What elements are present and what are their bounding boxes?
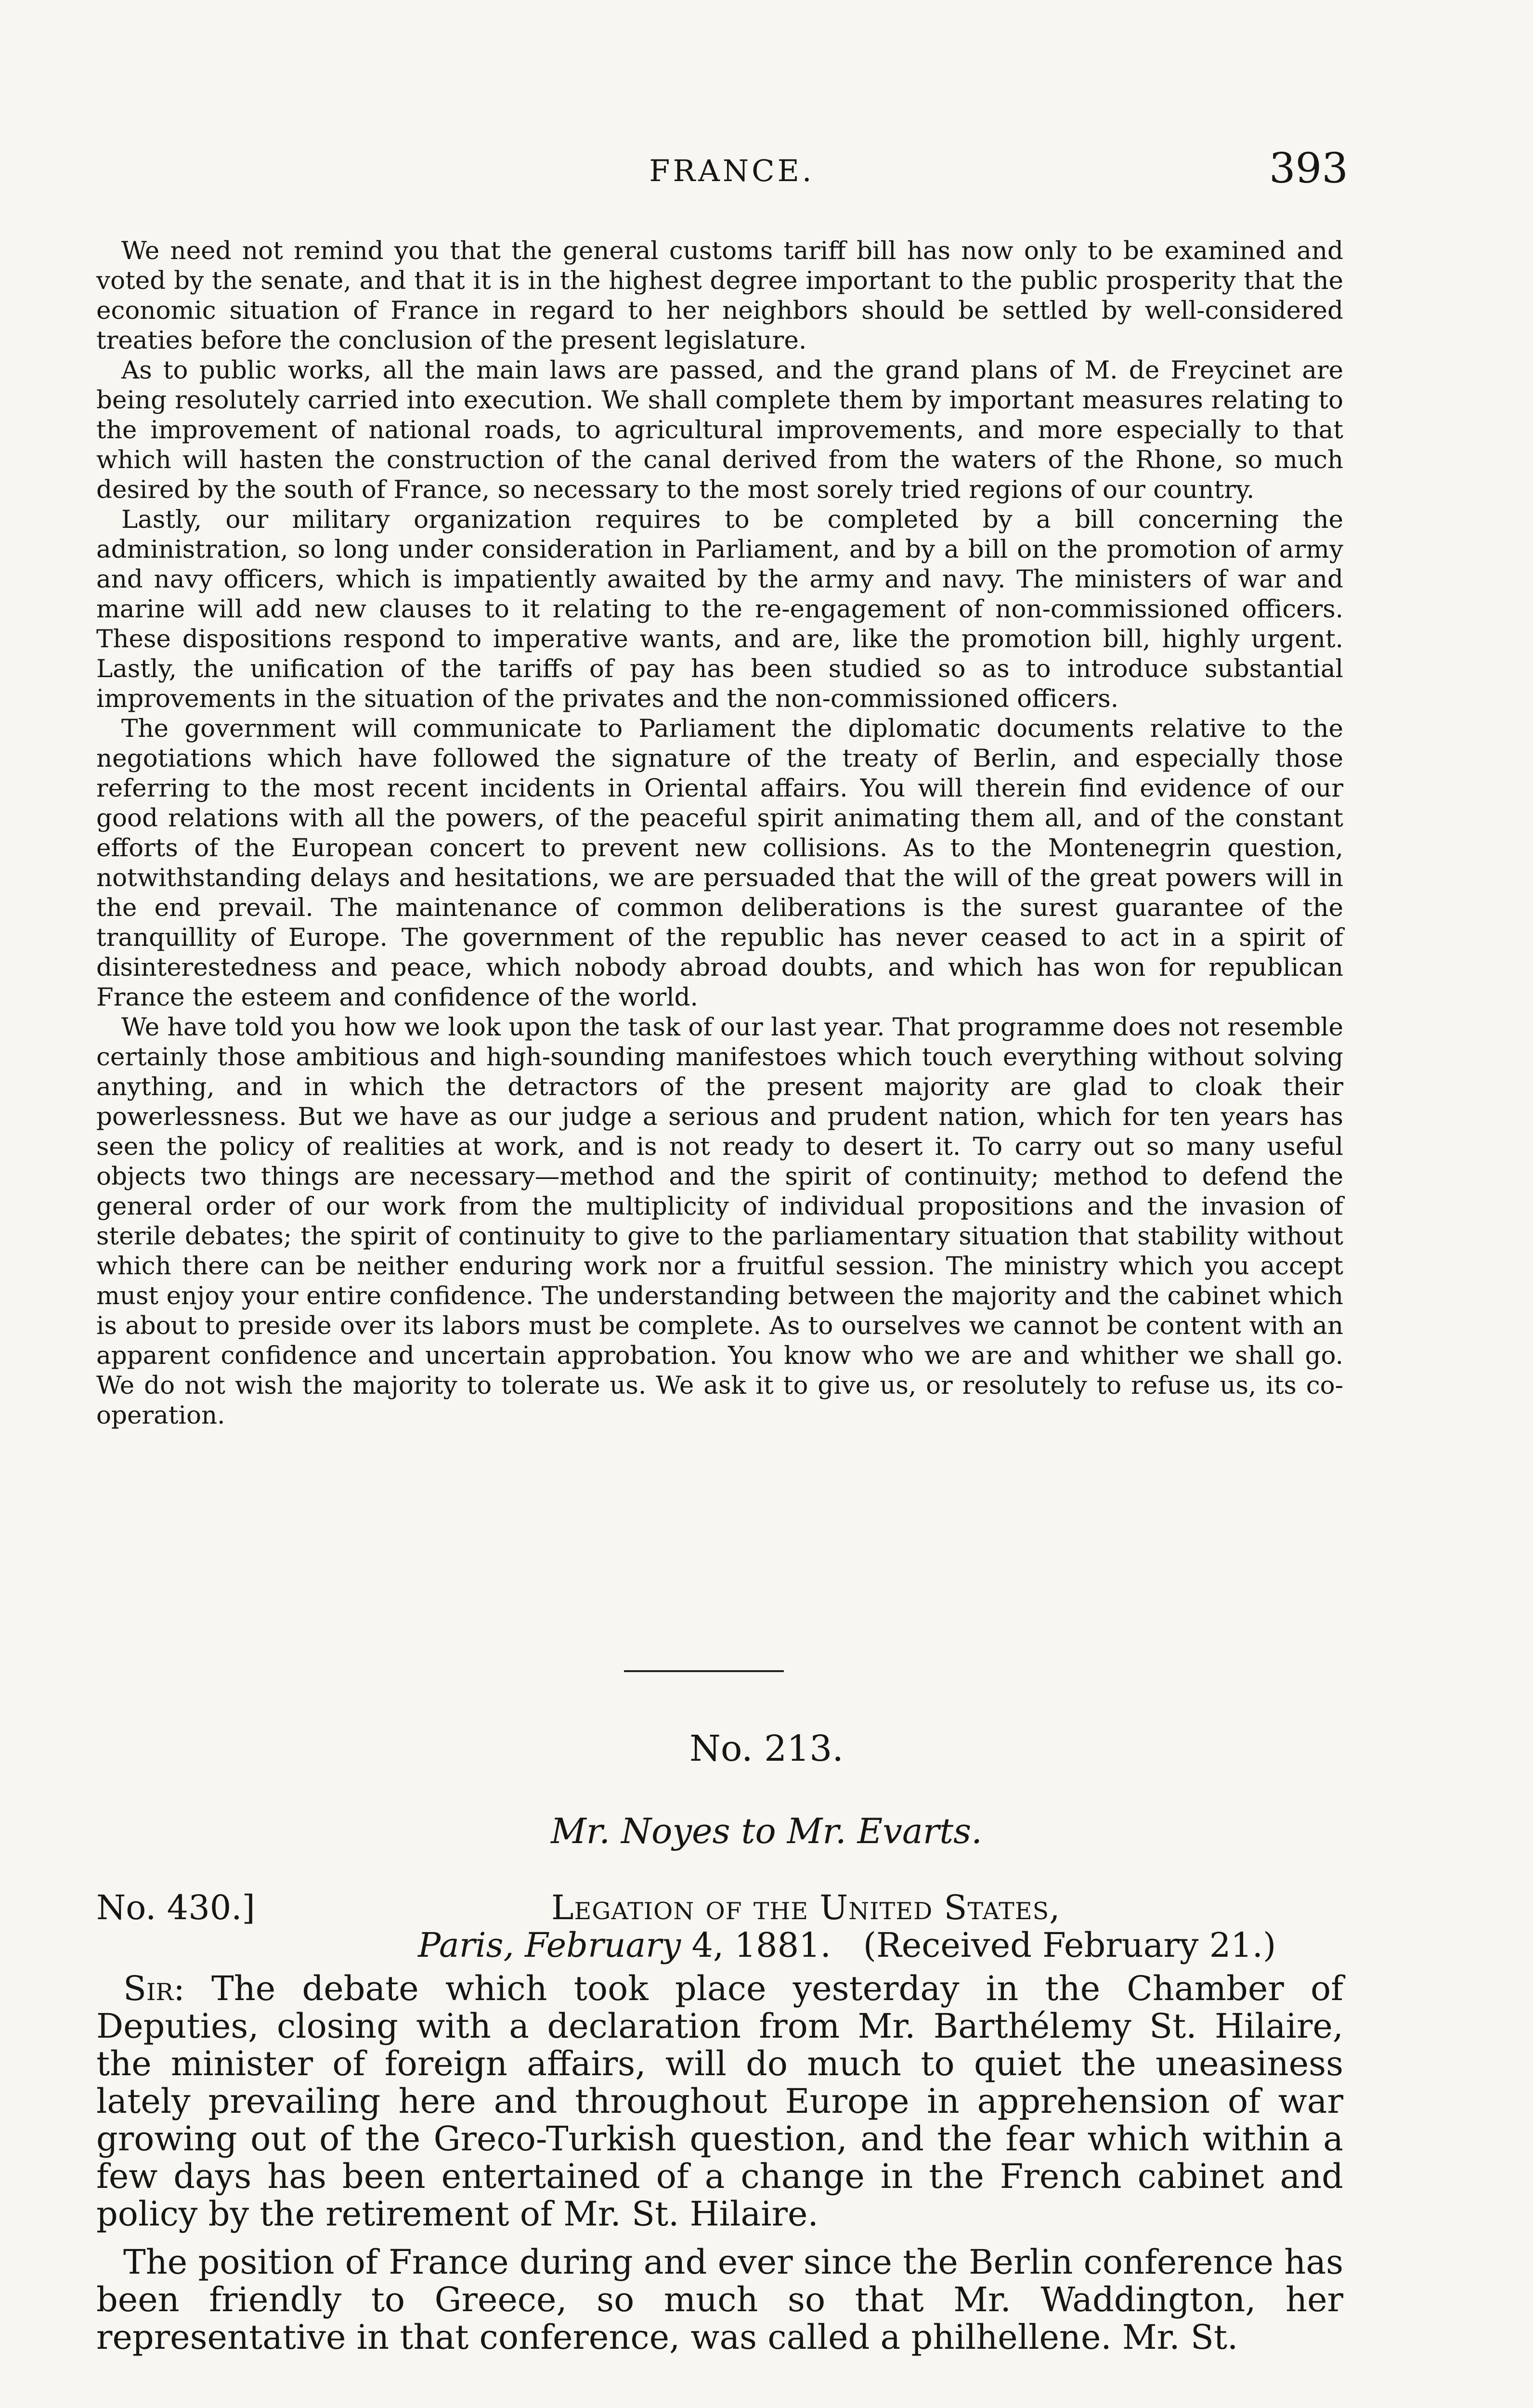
received-note: (Received February 21.) (863, 1925, 1276, 1965)
place-date: Paris, February (418, 1925, 681, 1965)
page-number: 393 (1269, 144, 1348, 193)
speech-paragraph: We have told you how we look upon the task of our last year. That programme does not resemble certainly those ambitious and high-sounding manifestoes which touch everything without solving anything, and in which the detractors of the present majority are glad to cloak their powerlessness. But we have as our judge a serious and prudent nation, which for ten years has seen the policy of realities at work, and is not ready to desert it. To carry out so many useful objects two things are necessary—method and the spirit of continuity; method to defend the general order of our work from the multiplicity of individual propositions and the invasion of sterile debates; the spirit of continuity to give to the parliamentary situation that stability without which there can be neither enduring work nor a fruitful session. The ministry which you accept must enjoy your entire confidence. The understanding between the majority and the cabinet which is about to preside over its labors must be complete. As to ourselves we cannot be content with an apparent confidence and uncertain approbation. You know who we are and whither we shall go. We do not wish the majority to tolerate us. We ask it to give us, or resolutely to refuse us, its co-operation. (96, 1013, 1343, 1430)
header-title: FRANCE. (649, 153, 815, 188)
speech-paragraph: Lastly, our military organization requires to be completed by a bill concerning the administration, so long under consideration in Parliament, and by a bill on the promotion of army and navy officers, which is impatiently awaited by the army and navy. The ministers of war and marine will add new clauses to it relating to the re-engagement of non-commissioned officers. These dispositions respond to imperative wants, and are, like the promotion bill, highly urgent. Lastly, the unification of the tariffs of pay has been studied so as to introduce substantial improvements in the situation of the privates and the non-commissioned officers. (96, 505, 1343, 713)
speech-paragraph: As to public works, all the main laws are passed, and the grand plans of M. de Freycinet are being resolutely carried into execution. We shall complete them by important measures relating to the improvement of national roads, to agricultural improvements, and more especially to that which will hasten the construction of the canal derived from the waters of the Rhone, so much desired by the south of France, so necessary to the most sorely tried regions of our country. (96, 356, 1343, 504)
speech-paragraph: The government will communicate to Parliament the diplomatic documents relative to the negotiations which have followed the signature of the treaty of Berlin, and especially those referring to the most recent incidents in Oriental affairs. You will therein find evidence of our good relations with all the powers, of the peaceful spirit animating them all, and of the constant efforts of the European concert to prevent new collisions. As to the Montenegrin question, notwithstanding delays and hesitations, we are persuaded that the will of the great powers will in the end prevail. The maintenance of common deliberations is the surest guarantee of the tranquillity of Europe. The government of the republic has never ceased to act in a spirit of disinterestedness and peace, which nobody abroad doubts, and which has won for republican France the esteem and confidence of the world. (96, 714, 1343, 1012)
letter-paragraph: The position of France during and ever since the Berlin conference has been friendly to Greece, so much so that Mr. Waddington, her representative in that conference, was called a philhellene. Mr. St. (96, 2242, 1343, 2357)
letter-paragraph-text: : The debate which took place yesterday in the Chamber of Deputies, closing with a declaration from Mr. Barthélemy St. Hilaire, the minister of foreign affairs, will do much to quiet the uneasiness lately prevailing here and throughout Europe in apprehension of war growing out of the Greco-Turkish question, and the fear which within a few days has been entertained of a change in the French cabinet and policy by the retirement of Mr. St. Hilaire. (96, 1969, 1343, 2234)
document-number: No. 213. (689, 1728, 844, 1769)
letter-body (96, 1970, 1343, 2356)
section-separator (624, 1670, 784, 1672)
speech-paragraph: We need not remind you that the general customs tariff bill has now only to be examined and voted by the senate, and that it is in the highest degree important to the public prosperity that the economic situation of France in regard to her neighbors should be settled by well-considered treaties before the conclusion of the present legislature. (96, 236, 1343, 355)
running-head (116, 144, 1348, 197)
dispatch-number: No. 430.] (96, 1888, 255, 1927)
speech-text (96, 236, 1343, 1430)
legation-heading: Legation of the United States, (551, 1888, 1061, 1927)
document-title: Mr. Noyes to Mr. Evarts. (551, 1811, 982, 1851)
date-year: 4, 1881. (681, 1925, 831, 1965)
salutation: Sir (123, 1969, 174, 2008)
letter-paragraph (96, 1970, 1343, 2233)
date-line (418, 1925, 1276, 1965)
